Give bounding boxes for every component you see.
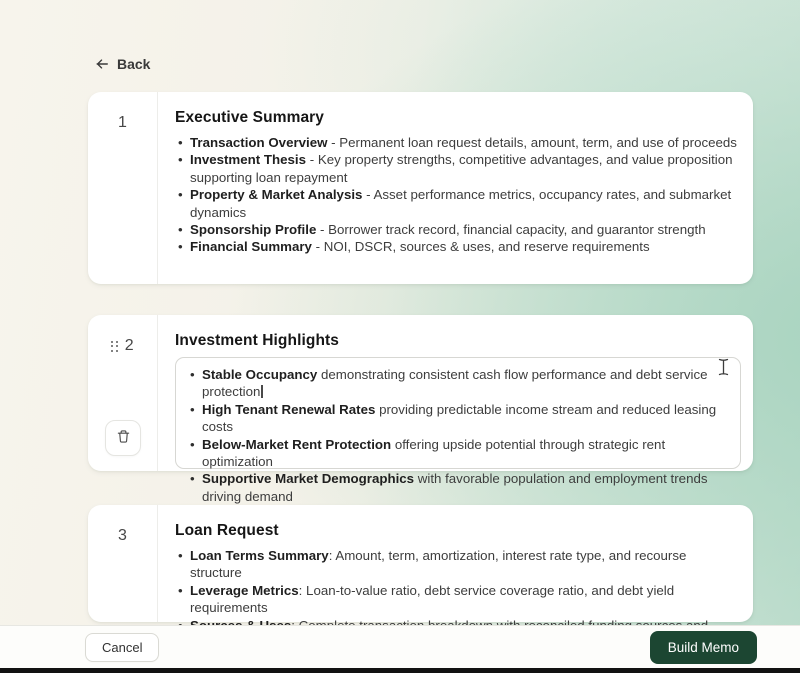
section-content [158, 505, 753, 622]
trash-icon [116, 429, 131, 447]
editor-bullet-list [187, 366, 729, 505]
section-number-column [88, 92, 158, 284]
section-card-executive-summary[interactable] [88, 92, 753, 284]
section-number: 3 [118, 527, 127, 544]
bullet-item: • Loan Terms Summary: Amount, term, amortization, interest rate type, and recourse structure [175, 547, 741, 582]
text-caret [261, 385, 263, 398]
section-card-investment-highlights[interactable] [88, 315, 753, 504]
arrow-left-icon [95, 57, 109, 71]
section-card-loan-request[interactable] [88, 505, 753, 622]
section-bullet-list [175, 134, 741, 256]
section-number: 1 [118, 114, 127, 131]
section-number-column [88, 315, 158, 471]
drag-handle-icon[interactable] [111, 341, 118, 352]
delete-section-button[interactable] [105, 420, 141, 456]
back-button[interactable] [95, 56, 150, 72]
section-number: 2 [124, 337, 134, 354]
bullet-item: • Stable Occupancy demonstrating consistent cash flow performance and debt service protection [187, 366, 729, 401]
bottom-black-strip [0, 668, 800, 673]
bullet-item: • Sponsorship Profile - Borrower track record, financial capacity, and guarantor strength [175, 221, 741, 238]
build-memo-button[interactable]: Build Memo [650, 631, 757, 664]
bullet-item: • Leverage Metrics: Loan-to-value ratio, debt service coverage ratio, and debt yield requirements [175, 582, 741, 617]
back-label: Back [117, 56, 151, 72]
bullet-item: • Below-Market Rent Protection offering upside potential through strategic rent optimization [187, 436, 729, 471]
section-editor-textarea[interactable] [175, 357, 741, 504]
bullet-item: • High Tenant Renewal Rates providing predictable income stream and reduced leasing costs [187, 401, 729, 436]
section-number-column [88, 505, 158, 622]
bullet-item: • Investment Thesis - Key property strengths, competitive advantages, and value proposition supporting loan repayment [175, 151, 741, 186]
section-content [158, 315, 753, 504]
footer-bar [0, 625, 800, 668]
section-title: Investment Highlights [175, 332, 340, 349]
bullet-item: • Property & Market Analysis - Asset performance metrics, occupancy rates, and submarket dynamics [175, 186, 741, 221]
bullet-item: • Financial Summary - NOI, DSCR, sources & uses, and reserve requirements [175, 238, 741, 255]
section-content [158, 92, 753, 284]
bullet-item: • Transaction Overview - Permanent loan request details, amount, term, and use of proceeds [175, 134, 741, 151]
section-title: Executive Summary [175, 109, 325, 126]
bullet-item: • Supportive Market Demographics with favorable population and employment trends driving demand [187, 470, 729, 505]
section-title: Loan Request [175, 522, 279, 539]
cancel-button[interactable]: Cancel [85, 633, 159, 662]
